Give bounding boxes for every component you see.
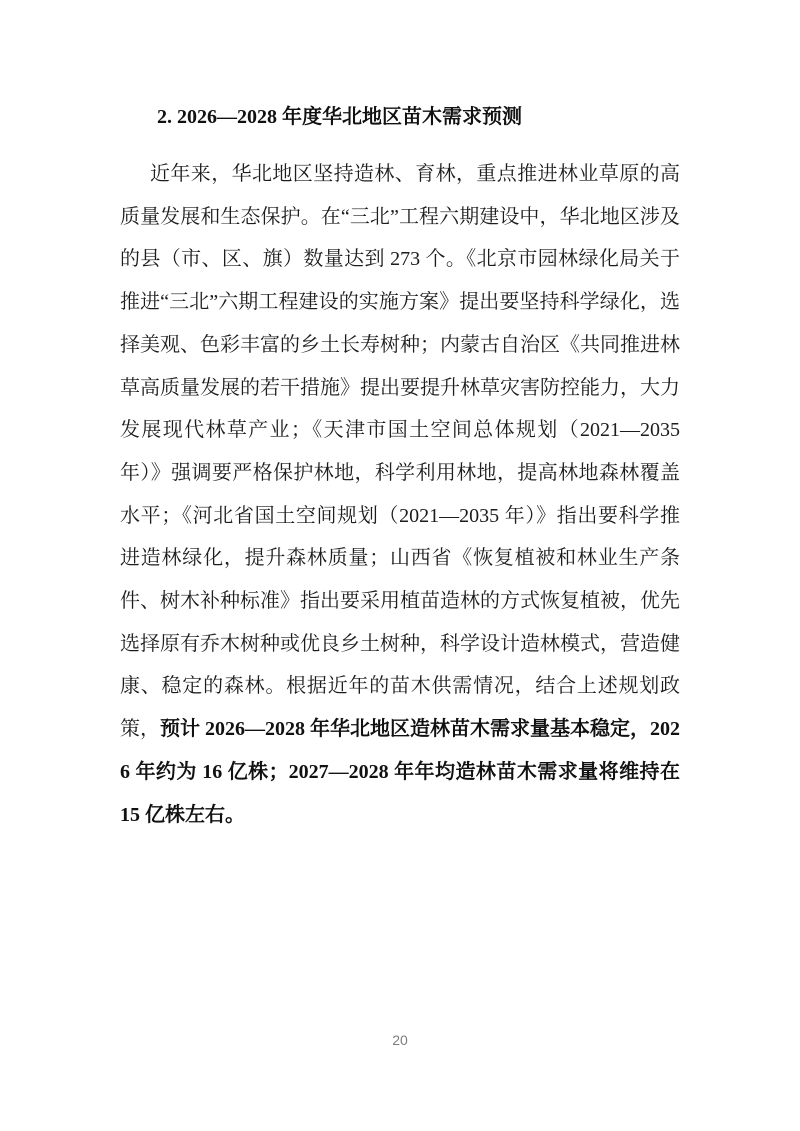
section-heading: 2. 2026—2028 年度华北地区苗木需求预测 [157, 106, 522, 128]
body-paragraph [120, 153, 680, 836]
page-number: 20 [392, 1032, 408, 1048]
paragraph-normal-text: 近年来，华北地区坚持造林、育林，重点推进林业草原的高质量发展和生态保护。在“三北”工程六期建设中，华北地区涉及的县（市、区、旗）数量达到 273 个。《北京市园林绿化局关于推进“三北”六期工程建设的实施方案》提出要坚持科学绿化，选择美观、色彩丰富的乡土长寿树种；内蒙古自治区《共同推进林草高质量发展的若干措施》提出要提升林草灾害防控能力，大力发展现代林草产业；《天津市国土空间总体规划（2021—2035 年）》强调要严格保护林地，科学利用林地，提高林地森林覆盖水平；《河北省国土空间规划（2021—2035 年）》指出要科学推进造林绿化，提升森林质量；山西省《恢复植被和林业生产条件、树木补种标准》指出要采用植苗造林的方式恢复植被，优先选择原有乔木树种或优良乡土树种，科学设计造林模式，营造健康、稳定的森林。根据近年的苗木供需情况，结合上述规划政策， [120, 163, 680, 741]
page-content [120, 96, 680, 836]
paragraph-forecast-bold-text: 预计 2026—2028 年华北地区造林苗木需求量基本稳定，2026 年约为 16 亿株；2027—2028 年年均造林苗木需求量将维持在 15 亿株左右。 [120, 718, 680, 826]
